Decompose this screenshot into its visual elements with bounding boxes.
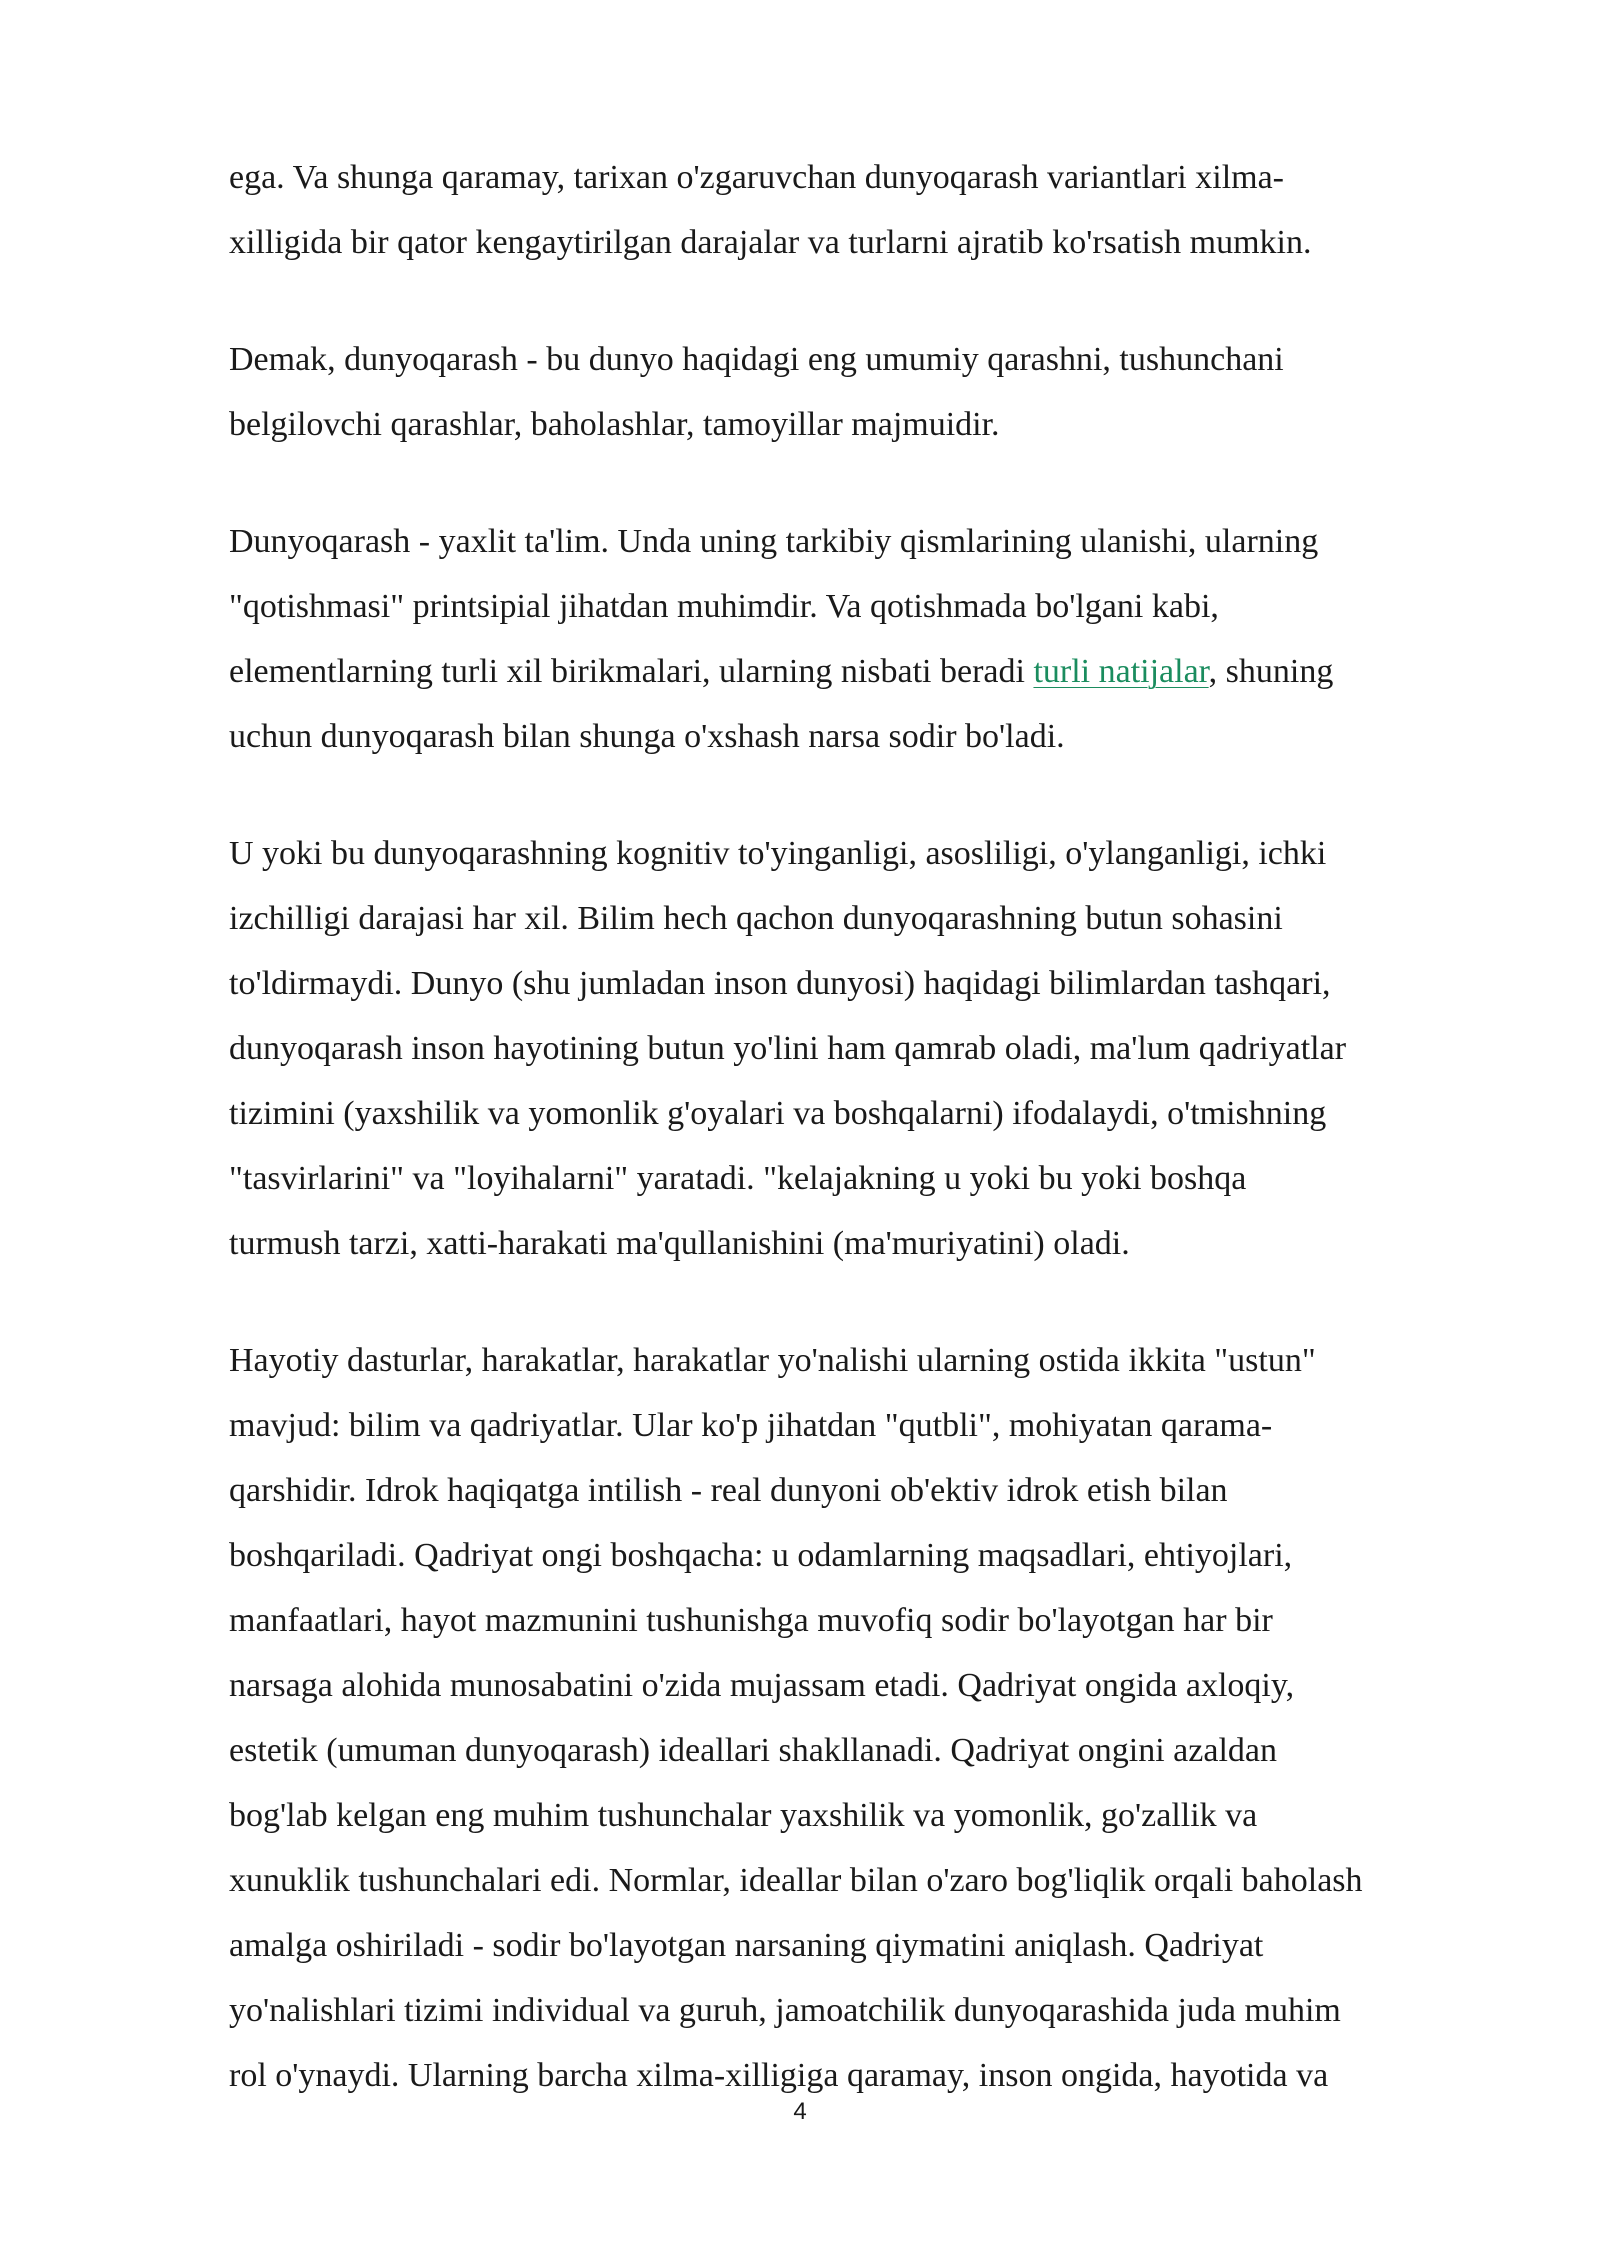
text-line: belgilovchi qarashlar, baholashlar, tamoyillar majmuidir. [229,406,1000,443]
paragraph-3 [229,509,1529,769]
text-line: "qotishmasi" printsipial jihatdan muhimdir. Va qotishmada bo'lgani kabi, [229,588,1219,625]
text-line: izchilligi darajasi har xil. Bilim hech qachon dunyoqarashning butun sohasini [229,900,1283,937]
paragraph-2 [229,327,1529,457]
text-line: ega. Va shunga qaramay, tarixan o'zgaruvchan dunyoqarash variantlari xilma- [229,159,1284,196]
text-line: bog'lab kelgan eng muhim tushunchalar yaxshilik va yomonlik, go'zallik va [229,1797,1258,1834]
paragraph-4 [229,821,1529,1276]
text-line: Hayotiy dasturlar, harakatlar, harakatlar yo'nalishi ularning ostida ikkita "ustun" [229,1342,1316,1379]
text-segment: , shuning [1208,653,1334,690]
text-line: uchun dunyoqarash bilan shunga o'xshash narsa sodir bo'ladi. [229,718,1065,755]
turli-natijalar-link[interactable]: turli natijalar [1033,653,1209,690]
text-line-with-link [229,639,1529,704]
text-segment: elementlarning turli xil birikmalari, ularning nisbati beradi [229,653,1034,690]
text-line: qarshidir. Idrok haqiqatga intilish - real dunyoni ob'ektiv idrok etish bilan [229,1472,1228,1509]
text-line: manfaatlari, hayot mazmunini tushunishga muvofiq sodir bo'layotgan har bir [229,1602,1273,1639]
text-line: Demak, dunyoqarash - bu dunyo haqidagi eng umumiy qarashni, tushunchani [229,341,1284,378]
text-line: xunuklik tushunchalari edi. Normlar, ideallar bilan o'zaro bog'liqlik orqali baholash [229,1862,1363,1899]
text-line: dunyoqarash inson hayotining butun yo'lini ham qamrab oladi, ma'lum qadriyatlar [229,1030,1347,1067]
text-line: turmush tarzi, xatti-harakati ma'qullanishini (ma'muriyatini) oladi. [229,1225,1130,1262]
text-line: U yoki bu dunyoqarashning kognitiv to'yinganligi, asosliligi, o'ylanganligi, ichki [229,835,1327,872]
text-line: Dunyoqarash - yaxlit ta'lim. Unda uning tarkibiy qismlarining ulanishi, ularning [229,523,1319,560]
text-line: estetik (umuman dunyoqarash) ideallari shakllanadi. Qadriyat ongini azaldan [229,1732,1277,1769]
text-line: "tasvirlarini" va "loyihalarni" yaratadi. "kelajakning u yoki bu yoki boshqa [229,1160,1247,1197]
text-line: mavjud: bilim va qadriyatlar. Ular ko'p jihatdan "qutbli", mohiyatan qarama- [229,1407,1273,1444]
paragraph-1 [229,145,1529,275]
text-line: to'ldirmaydi. Dunyo (shu jumladan inson dunyosi) haqidagi bilimlardan tashqari, [229,965,1331,1002]
text-line: boshqariladi. Qadriyat ongi boshqacha: u odamlarning maqsadlari, ehtiyojlari, [229,1537,1293,1574]
page-number: 4 [793,2098,807,2125]
text-line: xilligida bir qator kengaytirilgan darajalar va turlarni ajratib ko'rsatish mumkin. [229,224,1312,261]
paragraph-5 [229,1328,1529,2108]
text-line: rol o'ynaydi. Ularning barcha xilma-xilligiga qaramay, inson ongida, hayotida va [229,2057,1329,2094]
text-line: yo'nalishlari tizimi individual va guruh, jamoatchilik dunyoqarashida juda muhim [229,1992,1341,2029]
document-body [229,145,1529,2160]
text-line: narsaga alohida munosabatini o'zida mujassam etadi. Qadriyat ongida axloqiy, [229,1667,1295,1704]
text-line: amalga oshiriladi - sodir bo'layotgan narsaning qiymatini aniqlash. Qadriyat [229,1927,1264,1964]
text-line: tizimini (yaxshilik va yomonlik g'oyalari va boshqalarni) ifodalaydi, o'tmishning [229,1095,1327,1132]
